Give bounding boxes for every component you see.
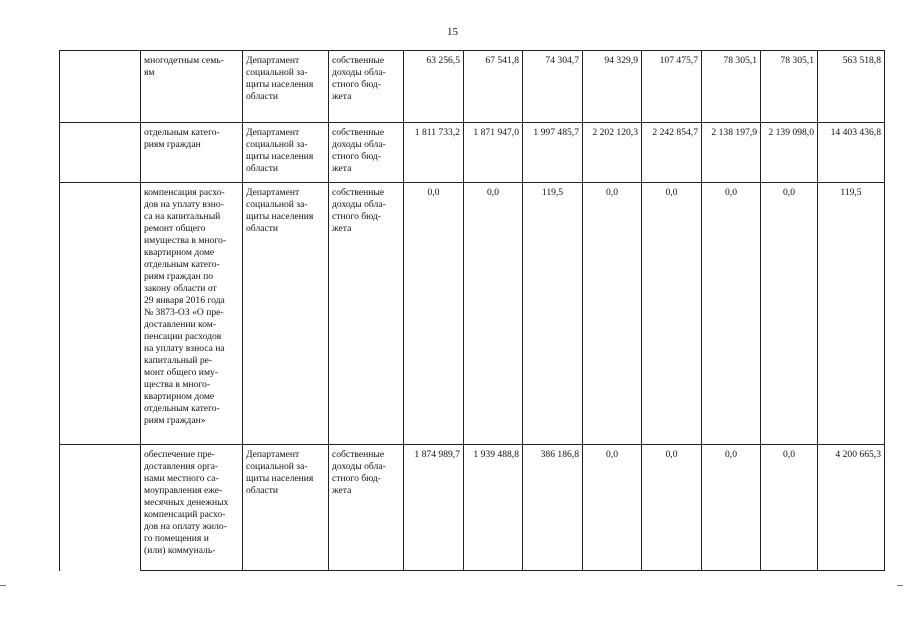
funding-source-cell: собственные доходы обла- стного бюд- жета bbox=[329, 123, 404, 183]
measure-name: отдельным катего- риям граждан bbox=[141, 123, 243, 183]
total-cell: 4 200 665,3 bbox=[818, 445, 885, 571]
value-cell: 1 939 488,8 bbox=[464, 445, 523, 571]
total-cell: 14 403 436,8 bbox=[818, 123, 885, 183]
budget-table bbox=[59, 50, 885, 571]
executor-cell: Департамент социальной за- щиты населения области bbox=[243, 183, 329, 445]
measure-name: многодетным семь- ям bbox=[141, 51, 243, 123]
value-cell: 0,0 bbox=[583, 183, 642, 445]
value-cell: 74 304,7 bbox=[523, 51, 583, 123]
value-cell: 1 997 485,7 bbox=[523, 123, 583, 183]
funding-source-cell: собственные доходы обла- стного бюд- жета bbox=[329, 51, 404, 123]
value-cell: 1 811 733,2 bbox=[404, 123, 464, 183]
value-cell: 2 242 854,7 bbox=[642, 123, 702, 183]
total-cell: 563 518,8 bbox=[818, 51, 885, 123]
value-cell: 119,5 bbox=[523, 183, 583, 445]
value-cell: 0,0 bbox=[761, 183, 818, 445]
value-cell: 1 871 947,0 bbox=[464, 123, 523, 183]
value-cell: 0,0 bbox=[702, 183, 761, 445]
executor-cell: Департамент социальной за- щиты населения области bbox=[243, 445, 329, 571]
page-number: 15 bbox=[447, 26, 458, 38]
blank-column-cell bbox=[60, 183, 141, 445]
value-cell: 0,0 bbox=[404, 183, 464, 445]
funding-source-cell: собственные доходы обла- стного бюд- жета bbox=[329, 183, 404, 445]
value-cell: 78 305,1 bbox=[761, 51, 818, 123]
value-cell: 0,0 bbox=[642, 183, 702, 445]
blank-column-cell bbox=[60, 123, 141, 183]
table-row bbox=[60, 445, 885, 571]
value-cell: 2 138 197,9 bbox=[702, 123, 761, 183]
value-cell: 2 139 098,0 bbox=[761, 123, 818, 183]
table-row bbox=[60, 123, 885, 183]
value-cell: 386 186,8 bbox=[523, 445, 583, 571]
measure-name: компенсация расхо- дов на уплату взно- са на капитальный ремонт общего имущества в много- квартирном доме отдельным катего- риям граждан по закону области от 29 января 2016 года № 3873-ОЗ «О пре- доставлении ком- пенсации расходов на уплату взноса на капитальный ре- монт общего иму- щества в много- квартирном доме отдельным катего- риям граждан» bbox=[141, 183, 243, 445]
scan-edge-mark bbox=[0, 585, 6, 586]
funding-source-cell: собственные доходы обла- стного бюд- жета bbox=[329, 445, 404, 571]
blank-column-cell bbox=[60, 445, 141, 571]
table-row bbox=[60, 51, 885, 123]
value-cell: 67 541,8 bbox=[464, 51, 523, 123]
measure-name: обеспечение пре- доставления орга- нами местного са- моуправления еже- месячных денежных компенсаций расхо- дов на оплату жило- го помещения и (или) коммуналь- bbox=[141, 445, 243, 571]
total-cell: 119,5 bbox=[818, 183, 885, 445]
value-cell: 0,0 bbox=[761, 445, 818, 571]
scan-edge-mark bbox=[897, 585, 903, 586]
value-cell: 94 329,9 bbox=[583, 51, 642, 123]
executor-cell: Департамент социальной за- щиты населения области bbox=[243, 123, 329, 183]
executor-cell: Департамент социальной за- щиты населения области bbox=[243, 51, 329, 123]
table-row bbox=[60, 183, 885, 445]
value-cell: 2 202 120,3 bbox=[583, 123, 642, 183]
value-cell: 0,0 bbox=[642, 445, 702, 571]
blank-column-cell bbox=[60, 51, 141, 123]
value-cell: 0,0 bbox=[583, 445, 642, 571]
value-cell: 1 874 989,7 bbox=[404, 445, 464, 571]
value-cell: 107 475,7 bbox=[642, 51, 702, 123]
value-cell: 63 256,5 bbox=[404, 51, 464, 123]
value-cell: 0,0 bbox=[702, 445, 761, 571]
value-cell: 0,0 bbox=[464, 183, 523, 445]
value-cell: 78 305,1 bbox=[702, 51, 761, 123]
